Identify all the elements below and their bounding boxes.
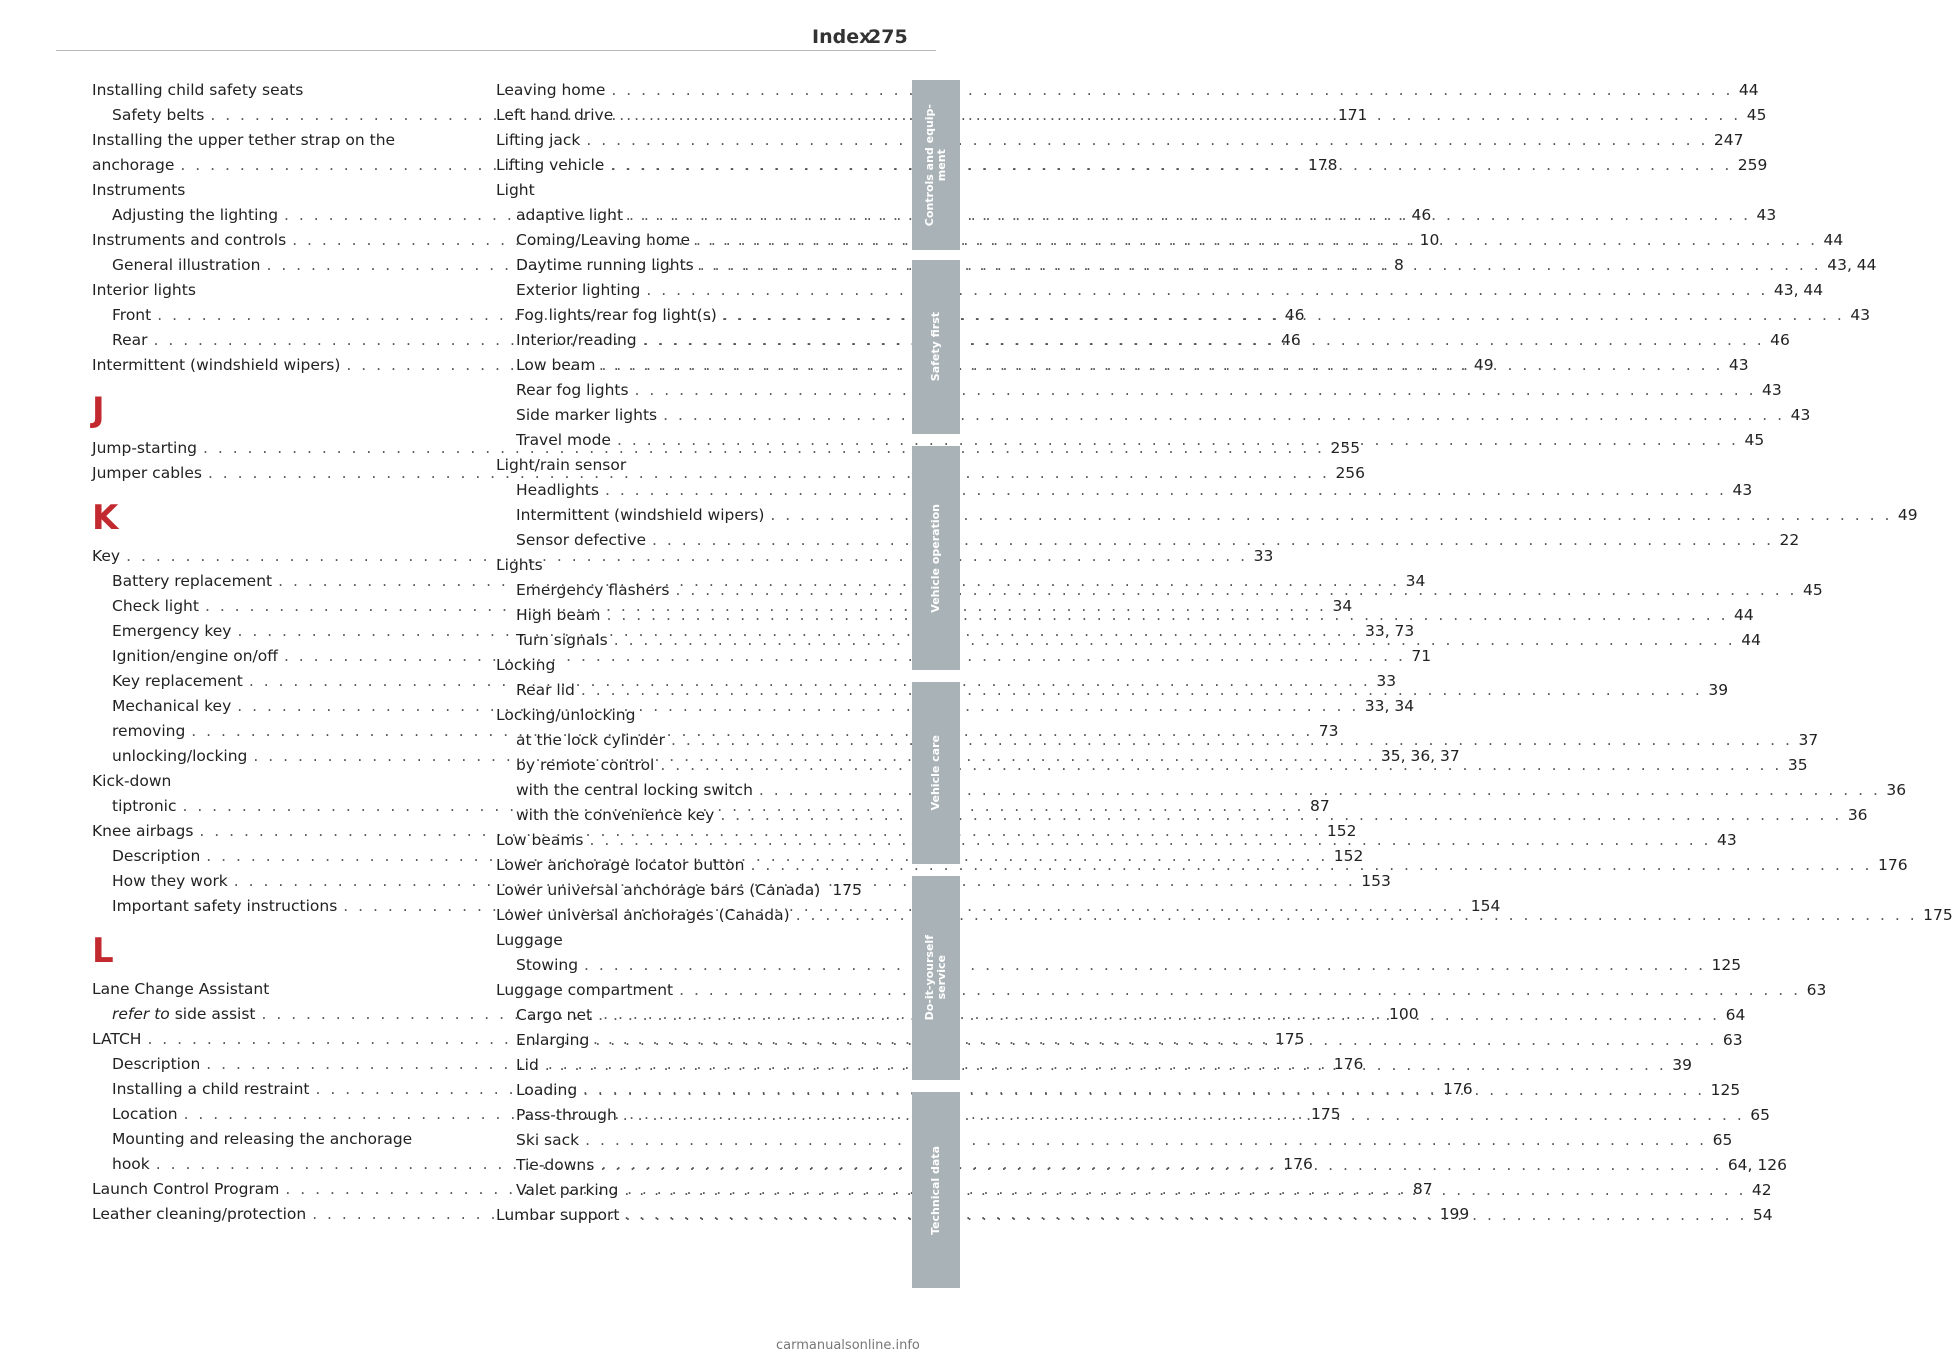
entry-label: Low beam [516, 356, 596, 374]
entry-label: adaptive light [516, 206, 624, 224]
entry-label: with the central locking switch [516, 781, 753, 799]
page-ref: 176 [1443, 1080, 1473, 1098]
page-ref: 35, 36, 37 [1380, 747, 1460, 765]
index-heading: Locking [496, 656, 556, 674]
index-entry [496, 278, 1824, 303]
page-ref: 45 [1746, 106, 1767, 124]
watermark: carmanualsonline.info [776, 1338, 920, 1353]
page-ref: 42 [1751, 1181, 1772, 1199]
page-ref: 73 [1318, 722, 1339, 740]
entry-label: at the lock cylinder [516, 731, 665, 749]
page-ref: 63 [1722, 1031, 1743, 1049]
entry-label: Fog lights/rear fog light(s) [516, 306, 717, 324]
entry-label: Knee airbags [92, 822, 194, 840]
index-heading: Light [496, 181, 535, 199]
dot-leader [595, 1028, 1716, 1053]
dot-leader [598, 1003, 1719, 1028]
entry-label: Lumbar support [496, 1206, 620, 1224]
entry-label: Travel mode [516, 431, 611, 449]
dot-leader [723, 303, 1844, 328]
dot-leader [696, 228, 1817, 253]
page-ref: 44 [1741, 631, 1761, 649]
entry-label: Lower universal anchorages (Canada) [496, 906, 790, 924]
entry-label: with the convenience key [516, 806, 715, 824]
index-entry [496, 1128, 1733, 1153]
entry-label: Emergency flashers [516, 581, 670, 599]
chapter-tab [912, 1092, 960, 1288]
cross-reference: refer to [112, 1005, 170, 1023]
entry-label: Description [112, 1055, 201, 1073]
entry-label: Instruments and controls [92, 231, 287, 249]
index-entry [496, 128, 1744, 153]
entry-label: Headlights [516, 481, 599, 499]
entry-label: Jumper cables [92, 464, 202, 482]
page-ref: 46 [1280, 331, 1301, 349]
dot-leader [625, 1203, 1746, 1228]
page-ref: 152 [1333, 847, 1364, 865]
entry-label-text: side assist [169, 1005, 256, 1023]
entry-label: Emergency key [112, 622, 232, 640]
page-ref: 247 [1713, 131, 1744, 149]
page-ref: 43 [1756, 206, 1777, 224]
dot-leader [581, 678, 1702, 703]
index-heading: Luggage [496, 931, 563, 949]
dot-leader [600, 1153, 1721, 1178]
page-ref: 171 [1337, 106, 1368, 124]
page-ref: 256 [1335, 464, 1366, 482]
page-ref: 46 [1411, 206, 1432, 224]
page-ref: 39 [1672, 1056, 1692, 1074]
entry-label: Key replacement [112, 672, 243, 690]
page-number: 275 [868, 26, 908, 48]
entry-label: Stowing [516, 956, 579, 974]
dot-leader [635, 378, 1756, 403]
dot-leader [652, 528, 1773, 553]
page-ref: 46 [1770, 331, 1790, 349]
chapter-tab-label: Controls and equip- ment [923, 103, 948, 227]
dot-leader [796, 903, 1917, 928]
dot-leader [607, 603, 1728, 628]
page-ref: 175 [1311, 1105, 1341, 1123]
chapter-tab-label: Technical data [929, 1145, 942, 1235]
dot-leader [583, 1078, 1704, 1103]
page-ref: 176 [1877, 856, 1908, 874]
chapter-tab-label: Do-it-yourself service [923, 935, 948, 1021]
dot-leader [617, 428, 1738, 453]
index-heading: Installing child safety seats [92, 81, 304, 99]
entry-label: Daytime running lights [516, 256, 694, 274]
index-entry [496, 403, 1811, 428]
index-entry [496, 878, 862, 903]
page-ref: 64, 126 [1727, 1156, 1787, 1174]
index-heading: Kick-down [92, 772, 172, 790]
page-ref: 45 [1802, 581, 1823, 599]
dot-leader [619, 103, 1740, 128]
chapter-tab [912, 682, 960, 864]
dot-leader [720, 803, 1841, 828]
page-ref: 175 [1923, 906, 1953, 924]
entry-label: Adjusting the lighting [112, 206, 279, 224]
page-ref: 22 [1779, 531, 1800, 549]
entry-label: removing [112, 722, 186, 740]
entry-label: Intermittent (windshield wipers) [92, 356, 341, 374]
entry-label: Key [92, 547, 121, 565]
page-ref: 36 [1847, 806, 1868, 824]
entry-label: Sensor defective [516, 531, 647, 549]
entry-label: Left hand drive [496, 106, 614, 124]
entry-label: Exterior lighting [516, 281, 641, 299]
dot-leader [623, 1103, 1744, 1128]
page-ref: 43, 44 [1827, 256, 1877, 274]
entry-label: Mechanical key [112, 697, 232, 715]
chapter-tab-label: Vehicle care [929, 735, 942, 811]
index-heading: Lane Change Assistant [92, 980, 270, 998]
page-ref: 63 [1806, 981, 1827, 999]
entry-label: Valet parking [516, 1181, 619, 1199]
page-ref: 259 [1737, 156, 1768, 174]
entry-label: Rear [112, 331, 148, 349]
page-ref: 65 [1750, 1106, 1771, 1124]
index-heading: Instruments [92, 181, 186, 199]
dot-leader [545, 1053, 1666, 1078]
entry-label: How they work [112, 872, 228, 890]
entry-label: General illustration [112, 256, 261, 274]
entry-label: anchorage [92, 156, 175, 174]
entry-label: Lifting jack [496, 131, 581, 149]
page-ref: 39 [1708, 681, 1729, 699]
page-ref: 43 [1732, 481, 1753, 499]
page-ref: 44 [1823, 231, 1844, 249]
entry-label: tiptronic [112, 797, 177, 815]
index-entry [496, 253, 1877, 278]
index-entry [496, 478, 1753, 503]
index-heading: Installing the upper tether strap on the [92, 131, 396, 149]
entry-label: LATCH [92, 1030, 142, 1048]
chapter-tab [912, 80, 960, 250]
dot-leader [605, 478, 1726, 503]
entry-label: Side marker lights [516, 406, 658, 424]
index-entry [496, 378, 1782, 403]
entry-label: Lower universal anchorage bars (Canada) [496, 881, 821, 899]
section-letter: K [92, 498, 119, 538]
page-ref: 8 [1393, 256, 1404, 274]
dot-leader [663, 403, 1784, 428]
chapter-tab [912, 876, 960, 1080]
dot-leader [700, 253, 1821, 278]
page-ref: 255 [1330, 439, 1361, 457]
entry-label: Interior/reading [516, 331, 637, 349]
dot-leader [676, 578, 1797, 603]
index-entry [496, 503, 1918, 528]
page-ref: 46 [1284, 306, 1305, 324]
index-heading: Locking/unlocking [496, 706, 636, 724]
dot-leader [585, 1128, 1706, 1153]
entry-label: Ski sack [516, 1131, 580, 1149]
entry-label: Turn signals [516, 631, 608, 649]
page-ref: 33 [1253, 547, 1274, 565]
entry-label: Luggage compartment [496, 981, 674, 999]
chapter-tab [912, 446, 960, 670]
dot-leader [586, 128, 1707, 153]
page-ref: 33, 73 [1364, 622, 1415, 640]
page-ref: 154 [1470, 897, 1501, 915]
page-ref: 64 [1725, 1006, 1746, 1024]
page-ref: 176 [1333, 1055, 1364, 1073]
page-ref: 43 [1716, 831, 1737, 849]
dot-leader [629, 203, 1750, 228]
page-ref: 34 [1332, 597, 1353, 615]
entry-label: Lifting vehicle [496, 156, 605, 174]
index-entry [496, 978, 1827, 1003]
section-letter: J [92, 390, 105, 430]
page-ref: 34 [1405, 572, 1426, 590]
page-ref: 44 [1734, 606, 1754, 624]
page-ref: 178 [1307, 156, 1338, 174]
entry-label: hook [112, 1155, 150, 1173]
page-ref: 125 [1710, 1081, 1741, 1099]
index-subentry-text: Mounting and releasing the anchorage [112, 1130, 413, 1148]
header-title: Index [812, 26, 872, 48]
dot-leader [590, 828, 1711, 853]
dot-leader [610, 153, 1731, 178]
page-ref: 54 [1752, 1206, 1773, 1224]
entry-label: Coming/Leaving home [516, 231, 691, 249]
page-ref: 176 [1283, 1155, 1313, 1173]
page-ref: 43 [1850, 306, 1871, 324]
entry-label: Rear fog lights [516, 381, 629, 399]
index-heading: Light/rain sensor [496, 456, 627, 474]
dot-leader [646, 278, 1767, 303]
entry-label: unlocking/locking [112, 747, 248, 765]
page-ref: 43, 44 [1773, 281, 1824, 299]
page-ref: 43 [1790, 406, 1811, 424]
entry-label: Loading [516, 1081, 578, 1099]
page-ref: 49 [1897, 506, 1918, 524]
index-entry [496, 778, 1907, 803]
chapter-tab-label: Vehicle operation [929, 503, 942, 613]
entry-label: Intermittent (windshield wipers) [516, 506, 765, 524]
chapter-tab-label: Safety first [929, 312, 942, 382]
page-ref: 175 [832, 881, 862, 899]
page-ref: 152 [1326, 822, 1357, 840]
entry-label: Battery replacement [112, 572, 273, 590]
entry-label: Pass-through [516, 1106, 617, 1124]
page-ref: 36 [1886, 781, 1907, 799]
entry-label: Location [112, 1105, 178, 1123]
page-ref: 33 [1376, 672, 1397, 690]
page-ref: 43 [1762, 381, 1782, 399]
index-heading: Interior lights [92, 281, 196, 299]
dot-leader [660, 753, 1781, 778]
page-ref: 33, 34 [1364, 697, 1415, 715]
dot-leader [643, 328, 1764, 353]
page-ref: 44 [1738, 81, 1759, 99]
page-ref: 10 [1419, 231, 1440, 249]
header-rule [56, 50, 936, 51]
entry-label: Check light [112, 597, 199, 615]
dot-leader [611, 78, 1732, 103]
index-entry [496, 528, 1800, 553]
page-ref: 199 [1439, 1205, 1470, 1223]
entry-label: Lid [516, 1056, 539, 1074]
dot-leader [671, 728, 1792, 753]
index-heading: Lights [496, 556, 543, 574]
entry-label: Enlarging [516, 1031, 590, 1049]
page-ref: 153 [1361, 872, 1391, 890]
dot-leader [614, 628, 1735, 653]
dot-leader [584, 953, 1705, 978]
entry-label: Installing a child restraint [112, 1080, 310, 1098]
entry-label: Jump-starting [92, 439, 197, 457]
page-ref: 45 [1744, 431, 1765, 449]
entry-label: Low beams [496, 831, 584, 849]
index-entry [496, 953, 1742, 978]
chapter-tab [912, 260, 960, 434]
entry-label [112, 1002, 256, 1027]
entry-label: Rear lid [516, 681, 575, 699]
dot-leader [601, 353, 1722, 378]
entry-label: Cargo net [516, 1006, 593, 1024]
entry-label: High beam [516, 606, 601, 624]
page-ref: 125 [1711, 956, 1742, 974]
entry-label: by remote control [516, 756, 655, 774]
page-ref: 43 [1728, 356, 1749, 374]
dot-leader [624, 1178, 1745, 1203]
page-ref: 175 [1274, 1030, 1305, 1048]
page-ref: 49 [1473, 356, 1494, 374]
entry-label: Important safety instructions [112, 897, 338, 915]
dot-leader [679, 978, 1800, 1003]
page-ref: 37 [1798, 731, 1819, 749]
index-entry [496, 78, 1759, 103]
page-ref: 87 [1412, 1180, 1433, 1198]
entry-label: Tie-downs [516, 1156, 595, 1174]
entry-label: Description [112, 847, 201, 865]
section-letter: L [92, 931, 114, 971]
index-entry [496, 328, 1790, 353]
page-ref: 71 [1411, 647, 1432, 665]
entry-label: Ignition/engine on/off [112, 647, 278, 665]
page-ref: 35 [1787, 756, 1808, 774]
entry-label: Leaving home [496, 81, 606, 99]
page-ref: 65 [1712, 1131, 1733, 1149]
entry-label: Lower anchorage locator button [496, 856, 745, 874]
page-ref: 87 [1309, 797, 1330, 815]
entry-label: Launch Control Program [92, 1180, 280, 1198]
entry-label: Front [112, 306, 152, 324]
page-ref: 100 [1388, 1005, 1419, 1023]
entry-label: Leather cleaning/protection [92, 1205, 307, 1223]
entry-label: Safety belts [112, 106, 205, 124]
